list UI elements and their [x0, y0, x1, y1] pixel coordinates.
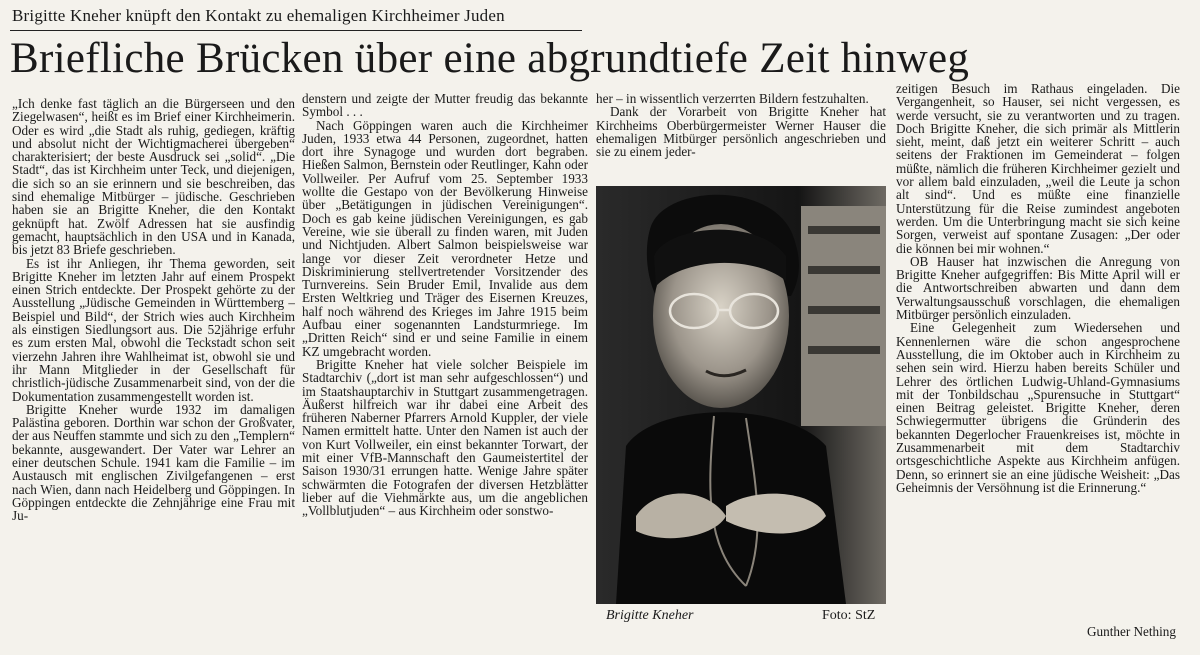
- photo-caption: Brigitte Kneher: [606, 608, 694, 623]
- paragraph: denstern und zeigte der Mutter freudig das bekannte Symbol . . .: [302, 92, 588, 120]
- paragraph: Brigitte Kneher hat viele solcher Beispiele im Stadtarchiv („dort ist man sehr aufgeschlossen“) und im Staatshauptarchiv in Stuttgart zusammengetragen. Äußerst hilfreich war ihr dabei eine Arbeit des früheren Naberner Pfarrers Arnold Kuppler, der viele Namen ermittelt hatte. Unter den Namen ist auch der von Kurt Vollweiler, ein einst bekannter Torwart, der mit einer VfB-Mannschaft den Gaumeistertitel der Saison 1930/31 errungen hatte. Wenige Jahre später schwärmten die Fotografen der diversen Hetzblätter lieber auf die Viehmärkte aus, um die angeblichen „Vollblutjuden“ – aus Kirchheim oder sonstwo-: [302, 356, 588, 519]
- paragraph: Nach Göppingen waren auch die Kirchheimer Juden, 1933 etwa 44 Personen, zugeordnet, hatten dort ihre Synagoge und wurden dort begraben. Hießen Salmon, Bernstein oder Reutlinger, Kahn oder Vollweiler. Per Aufruf vom 25. September 1933 wollte die Gestapo von der Bevölkerung Hinweise über „Betätigungen in jüdischen Vereinigungen“. Doch es gab keine jüdischen Vereinigungen, es gab Vereine, wie sie überall zu finden waren, mit Juden und Nichtjuden. Albert Salmon beispielsweise war lange vor dieser Zeit verordneter Hetze und Diskriminierung stellvertretender Vorsitzender des Turnvereins. Sein Bruder Emil, Invalide aus dem Ersten Weltkrieg und Träger des Eisernen Kreuzes, half noch während des Krieges im Jahre 1915 beim Aufbau einer sogenannten Landsturmriege. Im „Dritten Reich“ sind er und seine Familie in einem KZ umgebracht worden.: [302, 117, 588, 359]
- paragraph: „Ich denke fast täglich an die Bürgerseen und den Ziegelwasen“, heißt es im Brief einer Kirchheimerin. Oder es wird „die Stadt als ruhig, gediegen, kräftig und absolut nicht der Wichtigmacherei übergeben“ charakterisiert; der beste Ausdruck sei „solid“. „Die Stadt“, das ist Kirchheim unter Teck, und diejenigen, die sich so an sie erinnern und sie beschreiben, das sind ehemalige Mitbürger – jüdische. Geschrieben haben sie an Brigitte Kneher, die den Kontakt geknüpft hat. Zwölf Adressen hat sie ausfindig gemacht, hauptsächlich in den USA und in Kanada, bis jetzt 83 Briefe geschrieben.: [12, 97, 295, 258]
- article-column-2: [302, 92, 588, 649]
- kicker-rule: [10, 30, 582, 31]
- portrait-image: [596, 186, 886, 604]
- photo-credit: Foto: StZ: [822, 608, 876, 623]
- paragraph: zeitigen Besuch im Rathaus eingeladen. Die Vergangenheit, so Hauser, sei nicht vergessen, es werde versucht, sie zu verantworten und zu tragen. Doch Brigitte Kneher, die sich primär als Mittlerin sieht, meint, daß jetzt ein weiterer Schritt – auch seitens der Fraktionen im Gemeinderat – folgen müßte, nämlich die früheren Kirchheimer gezielt und vor allem bald einzuladen, „weil die Leute ja schon alt sind“. Und es müßte eine finanzielle Unterstützung für die Reise zumindest angeboten werden. Um die Unterbringung macht sie sich keine Sorgen, verweist auf spontane Zusagen: „Der oder die können bei mir wohnen.“: [896, 82, 1180, 256]
- kicker-line: Brigitte Kneher knüpft den Kontakt zu ehemaligen Kirchheimer Juden: [12, 6, 505, 25]
- paragraph: Dank der Vorarbeit von Brigitte Kneher hat Kirchheims Oberbürgermeister Werner Hauser die ehemaligen Mitbürger persönlich angeschrieben und sie zu einem jeder-: [596, 104, 886, 160]
- article-column-4: [896, 82, 1180, 622]
- paragraph: Eine Gelegenheit zum Wiedersehen und Kennenlernen wäre die schon angesprochene Ausstellung, die im Oktober auch in Kirchheim zu sehen sein wird. Hierzu haben bereits Schüler und Lehrer des örtlichen Ludwig-Uhland-Gymnasiums mit der Tonbildschau „Spurensuche in Stuttgart“ einen Beitrag geleistet. Brigitte Kneher, deren Schwiegermutter übrigens die Gründerin des bekannten Degerlocher Frauenkreises ist, möchte in Zusammenarbeit mit dem Stadtarchiv ortsgeschichtliche Aspekte aus Kirchheim anfügen. Denn, so erinnert sie an eine jüdische Weisheit: „Das Geheimnis der Versöhnung ist die Erinnerung.“: [896, 320, 1180, 495]
- article-column-3: [596, 92, 886, 184]
- author-signature: Gunther Nething: [1087, 624, 1176, 639]
- portrait-photo: [596, 186, 886, 604]
- paragraph: Brigitte Kneher wurde 1932 im damaligen Palästina geboren. Dorthin war schon der Großvater, der aus Neuffen stammte und sich zu den „Templern“ bekannte, ausgewandert. Der Vater war Lehrer an einer deutschen Schule. 1941 kam die Familie – im Austausch mit englischen Zivilgefangenen – erst nach Wien, dann nach Heidelberg und Göppingen. In Göppingen entdeckte die Zehnjährige eine Frau mit Ju-: [12, 401, 295, 524]
- article-column-1: [12, 97, 295, 649]
- headline: Briefliche Brücken über eine abgrundtiefe Zeit hinweg: [10, 35, 970, 82]
- paragraph: her – in wissentlich verzerrten Bildern festzuhalten.: [596, 92, 869, 106]
- paragraph: OB Hauser hat inzwischen die Anregung von Brigitte Kneher aufgegriffen: Bis Mitte April will er die Antwortschreiben abwarten und dann dem Verwaltungsausschuß vorschlagen, die ehemaligen Mitbürger persönlich einzuladen.: [896, 253, 1180, 323]
- paragraph: Es ist ihr Anliegen, ihr Thema geworden, seit Brigitte Kneher im letzten Jahr auf einem Prospekt einen Strich entdeckte. Der Prospekt gehörte zu der Ausstellung „Jüdische Gemeinden in Württemberg – Beispiel und Bild“, der Strich wies auch Kirchheim als einstigen Siedlungsort aus. Die 52jährige erfuhr es zum ersten Mal, obwohl die Teckstadt schon seit vierzehn Jahren ihre Wahlheimat ist, obwohl sie und ihr Mann Mitglieder in der Gesellschaft für christlich-jüdische Zusammenarbeit sind, von der die Dokumentation zusammengestellt worden ist.: [12, 255, 295, 404]
